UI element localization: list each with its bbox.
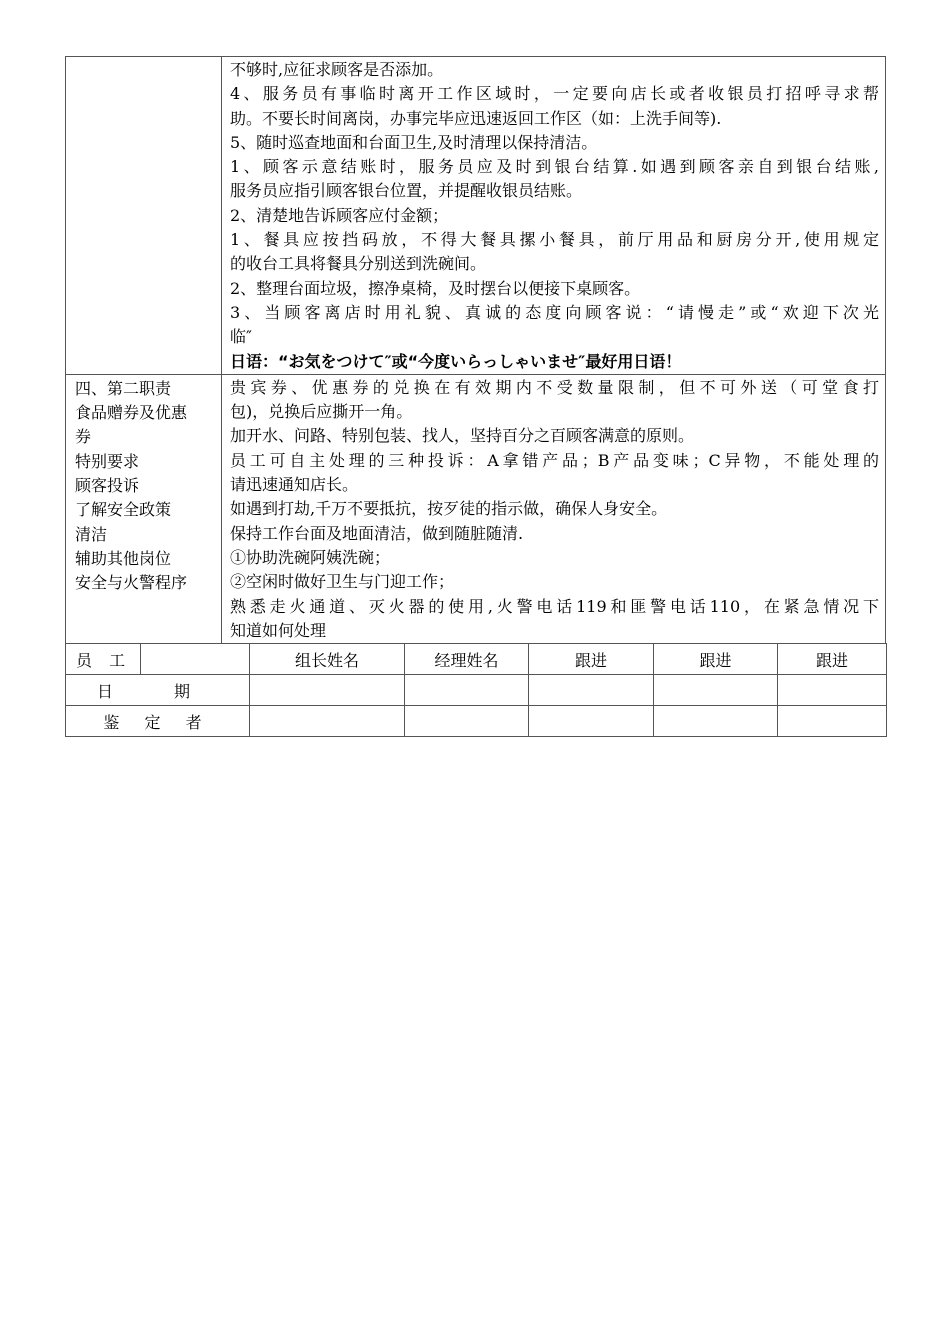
second-duties-text-line: 加开水、问路、特别包装、找人，坚持百分之百顾客满意的原则。 [230, 426, 695, 446]
assessor-label: 鉴 定 者 [66, 706, 250, 737]
date-manager-field[interactable] [405, 675, 529, 706]
upper-text-line: 服务员应指引顾客银台位置，并提醒收银员结账。 [230, 181, 583, 201]
assessor-manager-field[interactable] [405, 706, 529, 737]
assessor-follow-field-2[interactable] [654, 706, 778, 737]
follow-up-header-2: 跟进 [654, 644, 778, 675]
duties-table [65, 56, 886, 644]
upper-text-line: 2、清楚地告诉顾客应付金额； [230, 205, 449, 225]
upper-text-line: 5、随时巡查地面和台面卫生,及时清理以保持清洁。 [230, 132, 598, 152]
duty-heading: 顾客投诉 [75, 476, 140, 496]
date-label: 日 期 [66, 675, 250, 706]
second-duties-text-line: 贵宾券、优惠券的兑换在有效期内不受数量限制，但不可外送（可堂食打 [230, 377, 879, 397]
duty-heading: 了解安全政策 [75, 500, 172, 520]
second-duties-content-cell [222, 374, 886, 643]
duty-heading: 特别要求 [75, 451, 140, 471]
upper-text-line: 日语：“お気をつけて″或“今度いらっしゃいませ″最好用日语！ [230, 351, 682, 371]
second-duties-text-line: ①协助洗碗阿姨洗碗； [230, 547, 391, 567]
date-follow-field-2[interactable] [654, 675, 778, 706]
upper-section-left-cell [66, 57, 222, 375]
second-duties-row [66, 374, 886, 643]
second-duties-text-line: ②空闲时做好卫生与门迎工作； [230, 572, 455, 592]
duty-heading: 辅助其他岗位 [75, 548, 172, 568]
signoff-table [65, 643, 887, 737]
follow-up-header-3: 跟进 [778, 644, 887, 675]
assessor-row [66, 706, 887, 737]
upper-text-line: 3、当顾客离店时用礼貌、真诚的态度向顾客说：“请慢走”或“欢迎下次光 [230, 302, 879, 322]
upper-section-lines [222, 57, 885, 374]
duty-heading: 安全与火警程序 [75, 573, 188, 593]
upper-text-line: 临″ [230, 327, 252, 347]
upper-section-content-cell [222, 57, 886, 375]
second-duties-text-line: 保持工作台面及地面清洁，做到随脏随清. [230, 523, 524, 543]
assessor-follow-field-3[interactable] [778, 706, 887, 737]
duty-heading: 清洁 [75, 524, 108, 544]
employee-name-field[interactable] [141, 644, 250, 675]
second-duties-text-line: 如遇到打劫,千万不要抵抗，按歹徒的指示做，确保人身安全。 [230, 499, 668, 519]
second-duties-lines [222, 375, 885, 643]
second-duties-text-line: 知道如何处理 [230, 620, 327, 640]
upper-text-line: 1、顾客示意结账时，服务员应及时到银台结算.如遇到顾客亲自到银台结账, [230, 157, 879, 177]
employee-label: 员 工 [66, 644, 141, 675]
upper-section-row [66, 57, 886, 375]
second-duties-headings [66, 375, 221, 596]
leader-name-header: 组长姓名 [250, 644, 405, 675]
second-duties-text-line: 请迅速通知店长。 [230, 475, 359, 495]
evaluation-sheet [65, 56, 886, 737]
second-duties-text-line: 员工可自主处理的三种投诉：A拿错产品；B产品变味；C异物，不能处理的 [230, 450, 879, 470]
assessor-leader-field[interactable] [250, 706, 405, 737]
follow-up-header-1: 跟进 [529, 644, 654, 675]
upper-text-line: 助。不要长时间离岗，办事完毕应迅速返回工作区（如：上洗手间等). [230, 108, 722, 128]
manager-name-header: 经理姓名 [405, 644, 529, 675]
second-duties-left-cell [66, 374, 222, 643]
assessor-follow-field-1[interactable] [529, 706, 654, 737]
duty-heading: 券 [75, 427, 92, 447]
upper-text-line: 1、餐具应按挡码放，不得大餐具摞小餐具，前厅用品和厨房分开,使用规定 [230, 230, 879, 250]
date-leader-field[interactable] [250, 675, 405, 706]
upper-text-line: 4、服务员有事临时离开工作区域时，一定要向店长或者收银员打招呼寻求帮 [230, 84, 879, 104]
duty-heading: 食品赠券及优惠 [75, 403, 188, 423]
date-follow-field-3[interactable] [778, 675, 887, 706]
upper-text-line: 的收台工具将餐具分别送到洗碗间。 [230, 254, 487, 274]
signoff-header-row [66, 644, 887, 675]
upper-text-line: 2、整理台面垃圾，擦净桌椅，及时摆台以便接下桌顾客。 [230, 278, 641, 298]
second-duties-text-line: 熟悉走火通道、灭火器的使用,火警电话119和匪警电话110，在紧急情况下 [230, 596, 879, 616]
duty-heading: 四、第二职责 [75, 378, 172, 398]
second-duties-text-line: 包)，兑换后应撕开一角。 [230, 402, 413, 422]
upper-text-line: 不够时,应征求顾客是否添加。 [230, 60, 444, 79]
date-follow-field-1[interactable] [529, 675, 654, 706]
date-row [66, 675, 887, 706]
